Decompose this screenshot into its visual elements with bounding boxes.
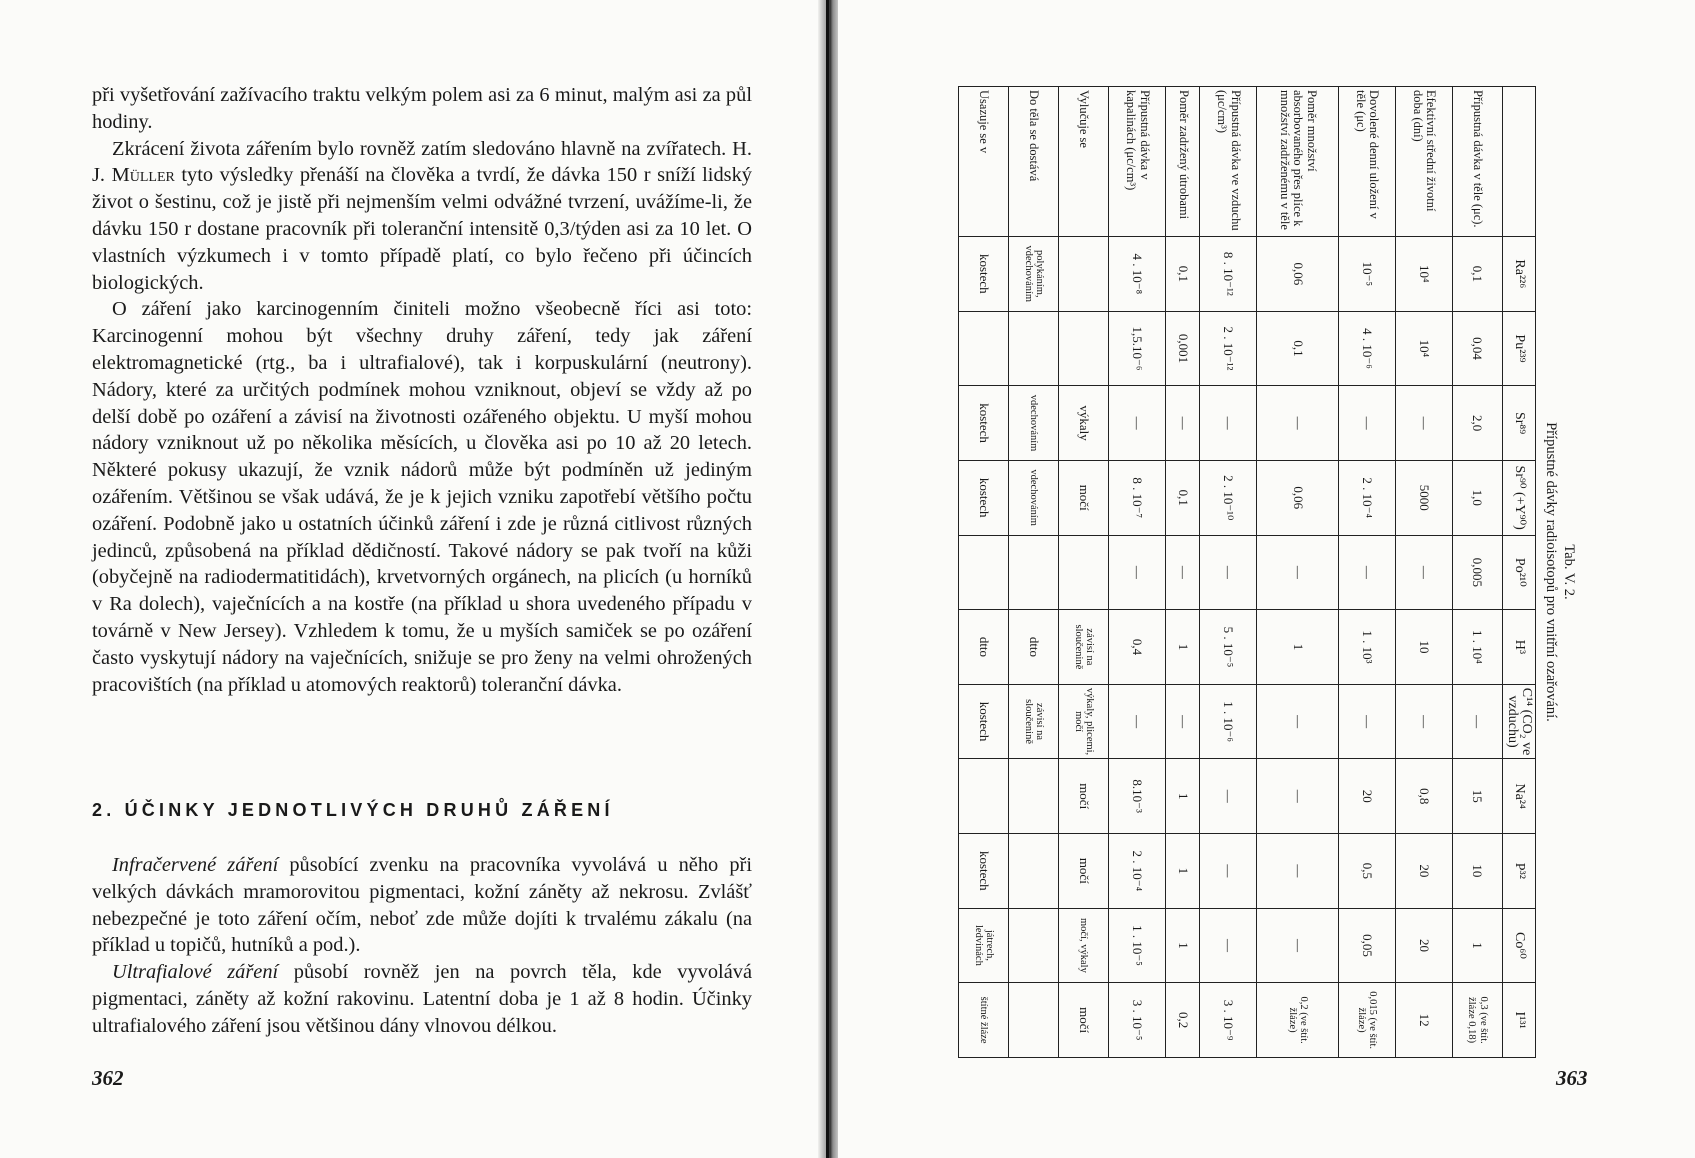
table-label: Tab. V. 2. (1561, 544, 1577, 600)
table-cell (1059, 535, 1109, 610)
table-cell: 1 (1452, 908, 1502, 983)
table-cell (959, 759, 1009, 834)
table-cell (959, 535, 1009, 610)
table-cell: polykáním, vdechováním (1009, 237, 1059, 312)
paragraph-text: působí rovněž jen na povrch těla, kde vyvolává pigmentaci, záněty až kožní rakovinu. Latentní doba je 1 až 8 hodin. Účinky ultrafialového záření jsou většinou dány vlnovou délkou. (92, 961, 753, 1037)
row-label: Přípustná dávka ve vzduchu (μc/cm³) (1200, 87, 1257, 237)
table-cell: — (1395, 684, 1452, 759)
table-cell: — (1200, 759, 1257, 834)
table-cell: 2 . 10⁻⁴ (1338, 460, 1395, 535)
table-cell: 1,0 (1452, 460, 1502, 535)
gutter-line (826, 0, 829, 1158)
table-cell: vdechováním (1009, 460, 1059, 535)
column-header: Po²¹⁰ (1503, 535, 1536, 610)
table-cell: močí, výkaly (1059, 908, 1109, 983)
table-title: Přípustné dávky radioisotopů pro vnitřní ozařování. (1543, 422, 1559, 722)
table-cell (1009, 908, 1059, 983)
table-row (1338, 87, 1395, 1058)
table-cell: 1 (1166, 834, 1200, 909)
table-cell: 0,005 (1452, 535, 1502, 610)
row-label: Efektivní střední životní doba (dní) (1395, 87, 1452, 237)
table-cell: 5000 (1395, 460, 1452, 535)
table-cell: 1 (1166, 610, 1200, 685)
table-cell: — (1257, 684, 1338, 759)
column-header: Ra²²⁶ (1503, 237, 1536, 312)
table-cell: 20 (1395, 834, 1452, 909)
table-cell: 2 . 10⁻¹² (1200, 311, 1257, 386)
table-cell: 2,0 (1452, 386, 1502, 461)
column-header: C¹⁴ (CO₂ ve vzduchu) (1503, 684, 1536, 759)
table-row (1395, 87, 1452, 1058)
table-cell: 0,001 (1166, 311, 1200, 386)
table-cell: 0,5 (1338, 834, 1395, 909)
paragraph-text: působící zvenku na pracovníka vyvolává u něho při velkých dávkách mramorovitou pigmentaci, kožní záněty až nekrosu. Zvlášť nebezpečné je toto záření očím, neboť zde může dojíti k trvalému zákalu (na příklad u topičů, hutníků a pod.). (92, 854, 752, 957)
row-label: Vylučuje se (1059, 87, 1109, 237)
table-cell (1009, 834, 1059, 909)
table-cell: — (1166, 684, 1200, 759)
table-cell: 8 . 10⁻⁷ (1109, 460, 1166, 535)
table-cell: 0,1 (1452, 237, 1502, 312)
table-cell: — (1257, 759, 1338, 834)
table-cell (1009, 759, 1059, 834)
table-cell (1009, 983, 1059, 1058)
table-cell: 8 . 10⁻¹² (1200, 237, 1257, 312)
table-cell: 10 (1395, 610, 1452, 685)
paragraph: při vyšetřování zažívacího traktu velkým polem asi za 6 minut, malým asi za půl hodiny. (92, 84, 752, 133)
table-cell: 0,06 (1257, 237, 1338, 312)
table-cell: 1,5.10⁻⁶ (1109, 311, 1166, 386)
table-cell: výkaly, plicemi, močí (1059, 684, 1109, 759)
table-cell: — (1200, 386, 1257, 461)
table-row (1166, 87, 1200, 1058)
table-cell: štítné žláze (959, 983, 1009, 1058)
table-row (1059, 87, 1109, 1058)
row-label: Poměr množství absorbovaného přes plíce k množství zadrženému v těle (1257, 87, 1338, 237)
table-cell: — (1452, 684, 1502, 759)
table-cell (959, 311, 1009, 386)
table-cell: močí (1059, 834, 1109, 909)
table-cell: močí (1059, 983, 1109, 1058)
table-cell: 12 (1395, 983, 1452, 1058)
table-cell: 4 . 10⁻⁶ (1338, 311, 1395, 386)
table-cell: 3 . 10⁻⁵ (1109, 983, 1166, 1058)
table-cell: 4 . 10⁻⁸ (1109, 237, 1166, 312)
column-header: I¹³¹ (1503, 983, 1536, 1058)
table-cell (1009, 311, 1059, 386)
isotope-table (958, 86, 1536, 1058)
left-page-body (92, 82, 752, 698)
table-cell: — (1257, 834, 1338, 909)
table-cell: — (1257, 386, 1338, 461)
table-cell: kostech (959, 460, 1009, 535)
column-header: Co⁶⁰ (1503, 908, 1536, 983)
table-cell: kostech (959, 684, 1009, 759)
table-cell: — (1200, 908, 1257, 983)
column-header: Sr⁸⁹ (1503, 386, 1536, 461)
table-cell: — (1338, 535, 1395, 610)
table-cell: závisí na sloučenině (1059, 610, 1109, 685)
corner-cell (1503, 87, 1536, 237)
table-cell: 1 (1166, 908, 1200, 983)
table-cell: 0,06 (1257, 460, 1338, 535)
term-ultraviolet: Ultrafialové záření (112, 961, 279, 984)
table-cell: — (1109, 684, 1166, 759)
table-cell: 1 . 10⁴ (1452, 610, 1502, 685)
table-cell: — (1200, 834, 1257, 909)
table-cell: 5 . 10⁻⁵ (1200, 610, 1257, 685)
table-cell: 15 (1452, 759, 1502, 834)
table-cell: 10 (1452, 834, 1502, 909)
table-cell: 20 (1395, 908, 1452, 983)
table-cell (1059, 237, 1109, 312)
paragraph: O záření jako karcinogenním činiteli možno všeobecně říci asi toto: Karcinogenní mohou být všechny druhy záření, tedy jak záření elektromagnetické (rtg., ba i ultrafialové), tak i korpuskulární (neutrony). Nádory, které za určitých podmínek mohou vzniknout, objeví se vždy až po delší době po ozáření a závisí na životnosti ozářeného objektu. U myší mohou nádory vzniknout už po několika měsících, u člověka asi po 10 až 20 letech. Některé pokusy ukazují, že vznik nádorů může být podmíněn už jediným ozářením. Většinou se však udává, že je k jejich vzniku zapotřebí většího počtu ozáření. Podobně jako u ostatních účinků záření i zde je různá citlivost různých jedinců, způsobená na příklad dědičností. Takové nádory se pak tvoří na kůži (obyčejně na radiodermatitidách), krvetvorných orgánech, na plicích (u horníků v Ra dolech), vaječnících a na kostře (na příklad u shora uvedeného případu v továrně v New Jersey). Vzhledem k tomu, že u myších samiček se po ozáření často vyskytují nádory na vaječnících, snižuje se pro ženy na velmi ohrožených pracovištích (na příklad u atomových reaktorů) toleranční dávka. (92, 298, 752, 696)
column-header: H³ (1503, 610, 1536, 685)
table-cell: 1 . 10⁻⁵ (1109, 908, 1166, 983)
table-cell: — (1166, 386, 1200, 461)
table-cell: játrech, ledvinách (959, 908, 1009, 983)
page-number-left: 362 (92, 1066, 124, 1090)
table-cell: — (1338, 684, 1395, 759)
table-cell: 0,4 (1109, 610, 1166, 685)
table-cell: 0,1 (1257, 311, 1338, 386)
table-cell: 10⁴ (1395, 237, 1452, 312)
table-cell: — (1257, 908, 1338, 983)
table-cell: kostech (959, 237, 1009, 312)
table-row (959, 87, 1009, 1058)
table-cell (1009, 535, 1059, 610)
table-cell: 0,1 (1166, 237, 1200, 312)
table-cell: 1 . 10³ (1338, 610, 1395, 685)
paragraph-ultraviolet (92, 959, 752, 1039)
table-cell: kostech (959, 834, 1009, 909)
table-cell: 0,3 (ve štít. žláze 0,18) (1452, 983, 1502, 1058)
table-header-row (1503, 87, 1536, 1058)
table-row (1257, 87, 1338, 1058)
table-cell: 10⁻⁵ (1338, 237, 1395, 312)
table-cell: 3 . 10⁻⁹ (1200, 983, 1257, 1058)
table-cell: — (1109, 535, 1166, 610)
table-cell: kostech (959, 386, 1009, 461)
table-cell: 8.10⁻³ (1109, 759, 1166, 834)
table-cell: 2 . 10⁻¹⁰ (1200, 460, 1257, 535)
left-page-body-2 (92, 852, 752, 1040)
column-header: Sr⁹⁰ (+Y⁹⁰) (1503, 460, 1536, 535)
table-cell: 0,04 (1452, 311, 1502, 386)
table-cell: — (1200, 535, 1257, 610)
table-cell: 0,015 (ve štít. žláze) (1338, 983, 1395, 1058)
table-cell: 0,2 (1166, 983, 1200, 1058)
row-label: Přípustná dávka v těle (μc). (1452, 87, 1502, 237)
table-cell: vdechováním (1009, 386, 1059, 461)
table-cell: závisí na sloučenině (1009, 684, 1059, 759)
table-cell: — (1257, 535, 1338, 610)
table-cell: — (1395, 386, 1452, 461)
table-cell: močí (1059, 759, 1109, 834)
table-cell: — (1338, 386, 1395, 461)
table-cell: dtto (1009, 610, 1059, 685)
term-infrared: Infračervené záření (112, 854, 279, 876)
column-header: Pu²³⁹ (1503, 311, 1536, 386)
section-heading: 2. ÚČINKY JEDNOTLIVÝCH DRUHŮ ZÁŘENÍ (92, 800, 614, 820)
row-label: Do těla se dostává (1009, 87, 1059, 237)
table-cell: močí (1059, 460, 1109, 535)
table-cell: — (1166, 535, 1200, 610)
table-cell: 1 . 10⁻⁶ (1200, 684, 1257, 759)
table-row (1452, 87, 1502, 1058)
table-cell: 1 (1166, 759, 1200, 834)
table-cell: — (1395, 535, 1452, 610)
page-number-right: 363 (1556, 1066, 1588, 1090)
table-cell: 0,8 (1395, 759, 1452, 834)
table-cell: výkaly (1059, 386, 1109, 461)
table-cell: 1 (1257, 610, 1338, 685)
paragraph: Zkrácení života zářením bylo rovněž zatím sledováno hlavně na zvířatech. H. J. Müller tyto výsledky přenáší na člověka a tvrdí, že dávka 150 r sníží lidský život o šestinu, což je jistě při nejmenším velmi odvážné tvrzení, uvážíme-li, že dávku 150 r dostane pracovník při toleranční intensitě 0,3/týden asi za 10 let. O vlastních výzkumech i v tomto případě platí, co bylo řečeno při účincích biologických. (92, 137, 752, 294)
table-cell: 20 (1338, 759, 1395, 834)
rotated-table-block (958, 86, 1578, 1058)
table-row (1009, 87, 1059, 1058)
table-cell (1059, 311, 1109, 386)
table-cell: — (1109, 386, 1166, 461)
table-cell: 2 . 10⁻⁴ (1109, 834, 1166, 909)
left-page (0, 0, 824, 1158)
row-label: Dovolené denní uložení v těle (μc) (1338, 87, 1395, 237)
table-cell: 0,1 (1166, 460, 1200, 535)
row-label: Usazuje se v (959, 87, 1009, 237)
table-cell: 0,2 (ve štít. žláze) (1257, 983, 1338, 1058)
table-row (1200, 87, 1257, 1058)
table-cell: dtto (959, 610, 1009, 685)
table-row (1109, 87, 1166, 1058)
column-header: Na²⁴ (1503, 759, 1536, 834)
table-cell: 0,05 (1338, 908, 1395, 983)
column-header: P³² (1503, 834, 1536, 909)
row-label: Poměr zadržený útrobami (1166, 87, 1200, 237)
paragraph-infrared (92, 852, 752, 959)
table-cell: 10⁴ (1395, 311, 1452, 386)
row-label: Přípustná dávka v kapalinách (μc/cm³) (1109, 87, 1166, 237)
